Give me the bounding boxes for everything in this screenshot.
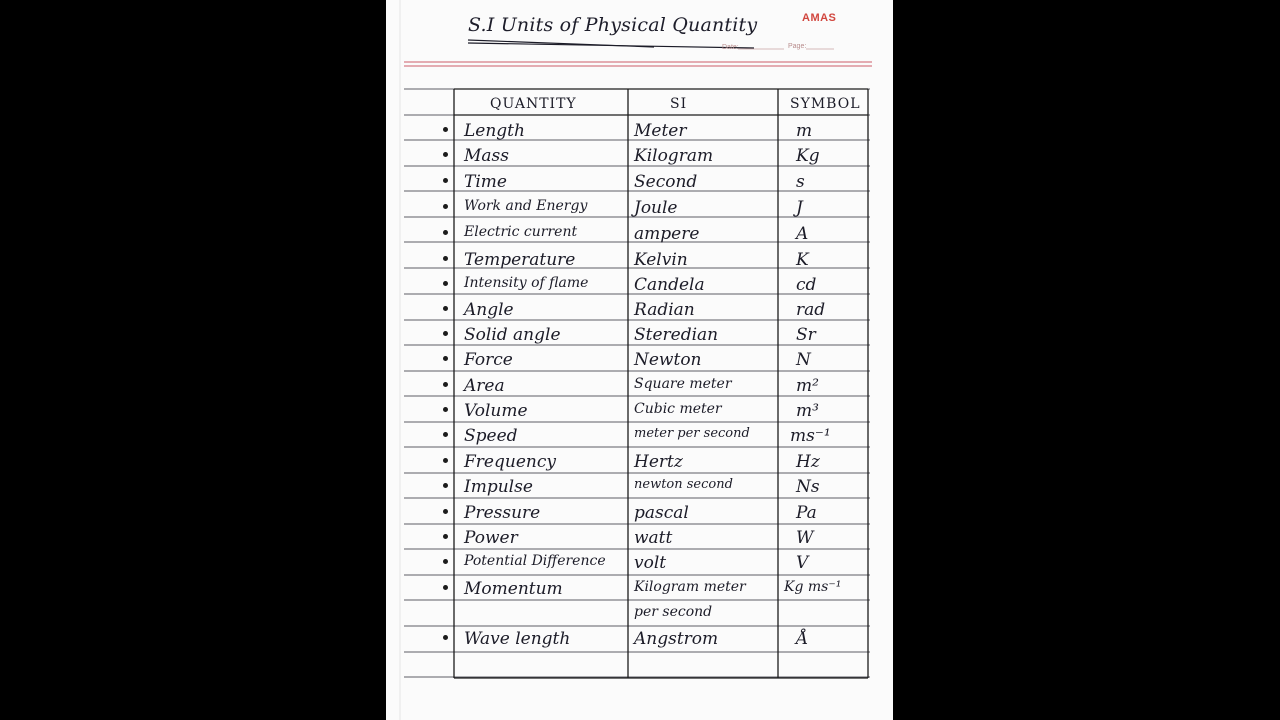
cell-si-unit: Joule [634, 198, 678, 218]
cell-si-unit: watt [634, 528, 673, 548]
bullet-point [443, 152, 448, 157]
cell-quantity: Solid angle [464, 325, 561, 345]
cell-si-unit: pascal [634, 503, 689, 523]
cell-symbol: Hz [796, 452, 820, 472]
brand-logo-text: AMAS [802, 12, 837, 24]
cell-symbol: cd [796, 275, 817, 295]
cell-quantity: Intensity of flame [464, 275, 589, 291]
cell-quantity: Length [464, 121, 525, 141]
notebook-page [386, 0, 893, 720]
bullet-point [443, 178, 448, 183]
cell-symbol: V [796, 553, 809, 573]
bullet-point [443, 509, 448, 514]
cell-symbol: A [796, 224, 809, 244]
cell-quantity: Time [464, 172, 507, 192]
cell-si-unit: newton second [634, 477, 733, 492]
cell-si-unit: Steredian [634, 325, 719, 345]
bullet-point [443, 559, 448, 564]
cell-si-unit: Radian [634, 300, 695, 320]
bullet-point [443, 256, 448, 261]
cell-symbol: W [796, 528, 814, 548]
cell-quantity: Electric current [464, 224, 578, 240]
cell-symbol: K [796, 250, 809, 270]
cell-symbol: Ns [796, 477, 820, 497]
cell-si-unit: Newton [634, 350, 702, 370]
cell-si-unit: Square meter [634, 376, 732, 392]
bullet-point [443, 458, 448, 463]
cell-symbol: Kg [796, 146, 820, 166]
cell-si-unit: Meter [634, 121, 687, 141]
cell-si-unit: meter per second [634, 426, 750, 441]
cell-quantity: Speed [464, 426, 518, 446]
cell-symbol: Pa [796, 503, 817, 523]
bullet-point [443, 230, 448, 235]
cell-symbol: m [796, 121, 813, 141]
cell-quantity: Volume [464, 401, 528, 421]
bullet-point [443, 585, 448, 590]
cell-symbol: J [796, 198, 803, 218]
cell-quantity: Force [464, 350, 513, 370]
header-symbol: SYMBOL [790, 96, 861, 112]
cell-si-unit: Cubic meter [634, 401, 722, 417]
bullet-point [443, 534, 448, 539]
cell-si-unit: Candela [634, 275, 705, 295]
page-title: S.I Units of Physical Quantity [468, 14, 758, 36]
bullet-point [443, 281, 448, 286]
cell-si-unit: Hertz [634, 452, 683, 472]
cell-quantity: Work and Energy [464, 198, 588, 214]
cell-quantity: Frequency [464, 452, 556, 472]
header-quantity: QUANTITY [490, 96, 577, 112]
cell-si-unit: per second [634, 604, 713, 620]
cell-si-unit: Angstrom [634, 629, 719, 649]
cell-symbol: Å [796, 629, 809, 649]
cell-symbol: ms⁻¹ [790, 426, 831, 446]
cell-si-unit: volt [634, 553, 667, 573]
bullet-point [443, 356, 448, 361]
bullet-point [443, 306, 448, 311]
cell-quantity: Temperature [464, 250, 576, 270]
bullet-point [443, 382, 448, 387]
cell-si-unit: Kelvin [634, 250, 688, 270]
cell-quantity: Momentum [464, 579, 563, 599]
cell-quantity: Impulse [464, 477, 533, 497]
cell-symbol: Sr [796, 325, 816, 345]
bullet-point [443, 204, 448, 209]
page-label: Page: [788, 43, 807, 50]
date-label: Date: [722, 44, 739, 51]
header-si: SI [670, 96, 688, 112]
cell-quantity: Potential Difference [464, 553, 606, 569]
cell-symbol: s [796, 172, 805, 192]
cell-quantity: Power [464, 528, 518, 548]
cell-quantity: Angle [464, 300, 514, 320]
cell-quantity: Mass [464, 146, 509, 166]
bullet-point [443, 407, 448, 412]
cell-si-unit: Kilogram [634, 146, 714, 166]
cell-symbol: rad [796, 300, 826, 320]
bullet-point [443, 432, 448, 437]
cell-si-unit: Second [634, 172, 698, 192]
bullet-point [443, 127, 448, 132]
bullet-point [443, 483, 448, 488]
bullet-point [443, 635, 448, 640]
cell-symbol: N [796, 350, 811, 370]
cell-symbol: m² [796, 376, 819, 396]
cell-symbol: Kg ms⁻¹ [784, 579, 842, 595]
cell-si-unit: ampere [634, 224, 700, 244]
bullet-point [443, 331, 448, 336]
cell-quantity: Area [464, 376, 505, 396]
cell-quantity: Wave length [464, 629, 571, 649]
title-underline [468, 43, 754, 48]
cell-symbol: m³ [796, 401, 819, 421]
cell-si-unit: Kilogram meter [634, 579, 746, 595]
cell-quantity: Pressure [464, 503, 541, 523]
